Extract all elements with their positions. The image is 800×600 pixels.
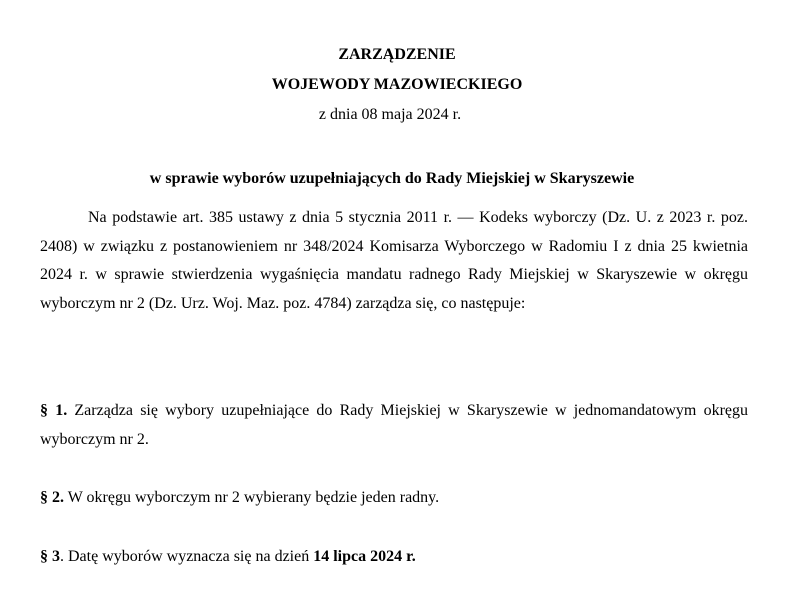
section-1-number: § 1. xyxy=(40,402,68,419)
document-title-line1: ZARZĄDZENIE xyxy=(338,46,456,63)
section-2-text: W okręgu wyborczym nr 2 wybierany będzie jeden radny. xyxy=(64,489,440,506)
document-title-line2: WOJEWODY MAZOWIECKIEGO xyxy=(271,76,523,93)
election-date: 14 lipca 2024 r. xyxy=(313,548,416,565)
section-3-number: § 3 xyxy=(40,548,60,565)
section-2-number: § 2. xyxy=(40,489,64,506)
section-3-text: . Datę wyborów wyznacza się na dzień xyxy=(60,548,314,565)
section-1 xyxy=(40,397,748,454)
section-3 xyxy=(40,543,748,572)
document-date: z dnia 08 maja 2024 r. xyxy=(318,106,462,123)
intro-text: Na podstawie art. 385 ustawy z dnia 5 stycznia 2011 r. — Kodeks wyborczy (Dz. U. z 2023 r. poz. 2408) w związku z postanowieniem nr 348/2024 Komisarza Wyborczego w Radomiu I z dnia 25 kwietnia 2024 r. w sprawie stwierdzenia wygaśnięcia mandatu radnego Rady Miejskiej w Skaryszewie w okręgu wyborczym nr 2 (Dz. Urz. Woj. Maz. poz. 4784) zarządza się, co następuje: xyxy=(40,209,748,312)
section-2 xyxy=(40,484,748,513)
document-subject: w sprawie wyborów uzupełniających do Rady Miejskiej w Skaryszewie xyxy=(149,170,635,187)
section-1-text: Zarządza się wybory uzupełniające do Rady Miejskiej w Skaryszewie w jednomandatowym okręgu wyborczym nr 2. xyxy=(40,402,749,448)
intro-paragraph xyxy=(40,204,748,318)
